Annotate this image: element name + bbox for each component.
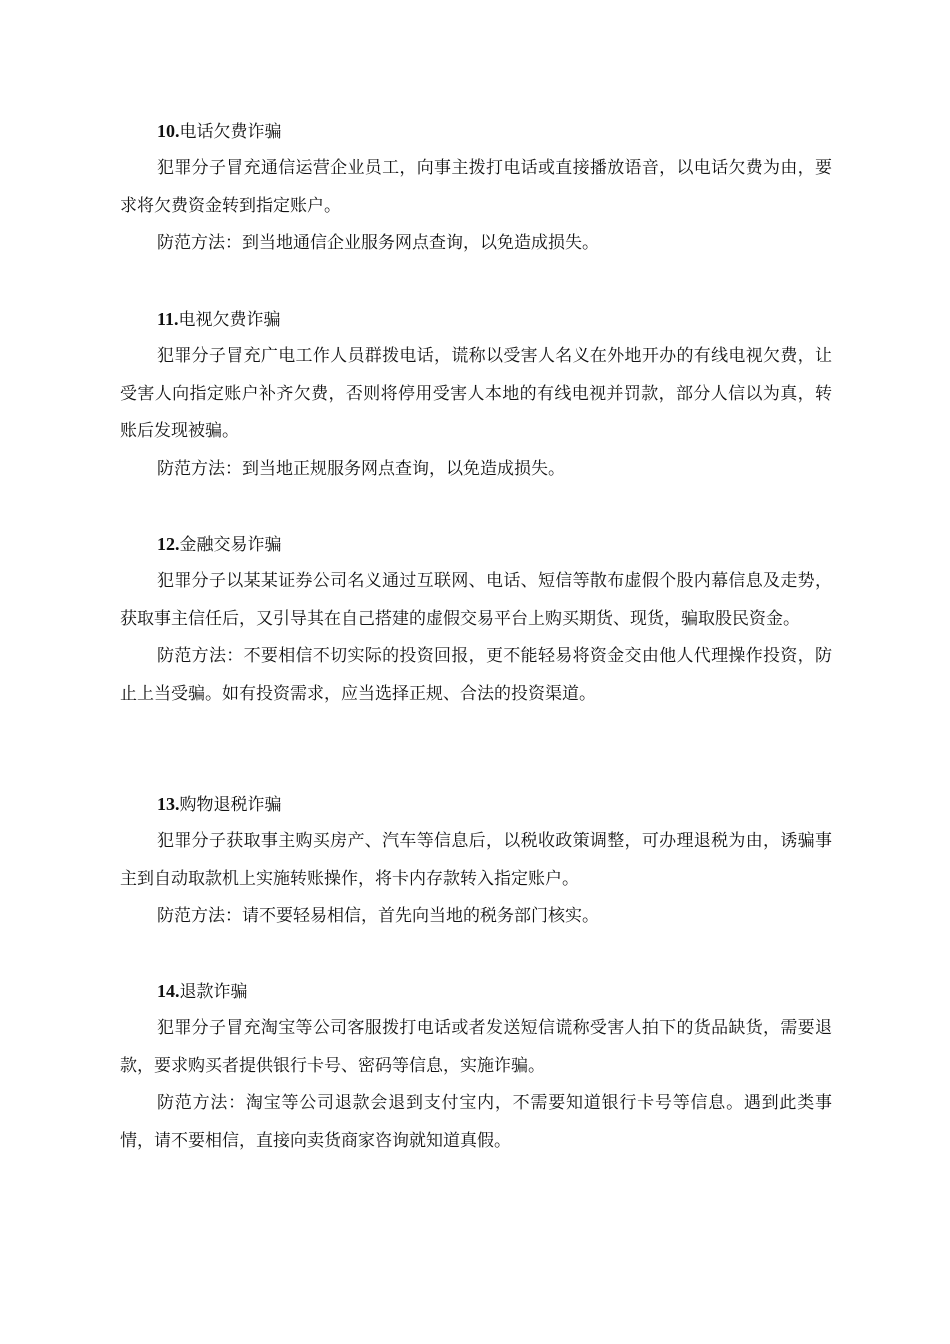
section-number: 13. [157,794,180,814]
section-prevention: 防范方法：到当地正规服务网点查询，以免造成损失。 [157,458,565,479]
section-heading [120,973,832,1010]
section-prevention: 防范方法：到当地通信企业服务网点查询，以免造成损失。 [157,233,599,253]
section-number: 14. [157,981,180,1001]
section-heading [120,301,832,338]
section-title: 购物退税诈骗 [179,795,282,815]
section-phone-arrears-fraud [120,113,832,263]
section-prevention: 防范方法：淘宝等公司退款会退到支付宝内，不需要知道银行卡号等信息。遇到此类事情，请不要相信，直接向卖货商家咨询就知道真假。 [120,1093,832,1151]
section-title: 电视欠费诈骗 [178,310,281,330]
section-description: 犯罪分子冒充淘宝等公司客服拨打电话或者发送短信谎称受害人拍下的货品缺货，需要退款，要求购买者提供银行卡号、密码等信息，实施诈骗。 [120,1018,832,1076]
section-number: 11. [157,309,179,329]
section-prevention: 防范方法：不要相信不切实际的投资回报，更不能轻易将资金交由他人代理操作投资，防止上当受骗。如有投资需求，应当选择正规、合法的投资渠道。 [120,646,832,704]
section-title: 金融交易诈骗 [179,535,282,555]
section-description: 犯罪分子冒充通信运营企业员工，向事主拨打电话或直接播放语音，以电话欠费为由，要求将欠费资金转到指定账户。 [120,158,832,216]
section-description: 犯罪分子冒充广电工作人员群拨电话，谎称以受害人名义在外地开办的有线电视欠费，让受害人向指定账户补齐欠费，否则将停用受害人本地的有线电视并罚款，部分人信以为真，转账后发现被骗。 [120,346,832,441]
section-title: 电话欠费诈骗 [179,122,282,142]
section-number: 12. [157,534,180,554]
section-heading [120,526,832,563]
section-description: 犯罪分子获取事主购买房产、汽车等信息后，以税收政策调整，可办理退税为由，诱骗事主到自动取款机上实施转账操作，将卡内存款转入指定账户。 [120,831,832,889]
section-tv-arrears-fraud [120,301,832,488]
section-financial-trading-fraud [120,526,832,713]
section-heading [120,786,832,823]
section-purchase-tax-refund-fraud [120,786,832,936]
section-title: 退款诈骗 [179,982,248,1002]
section-refund-fraud [120,973,832,1160]
section-prevention: 防范方法：请不要轻易相信，首先向当地的税务部门核实。 [157,906,599,926]
section-heading [120,113,832,150]
section-number: 10. [157,121,180,141]
section-description: 犯罪分子以某某证券公司名义通过互联网、电话、短信等散布虚假个股内幕信息及走势，获取事主信任后，又引导其在自己搭建的虚假交易平台上购买期货、现货，骗取股民资金。 [120,571,832,629]
